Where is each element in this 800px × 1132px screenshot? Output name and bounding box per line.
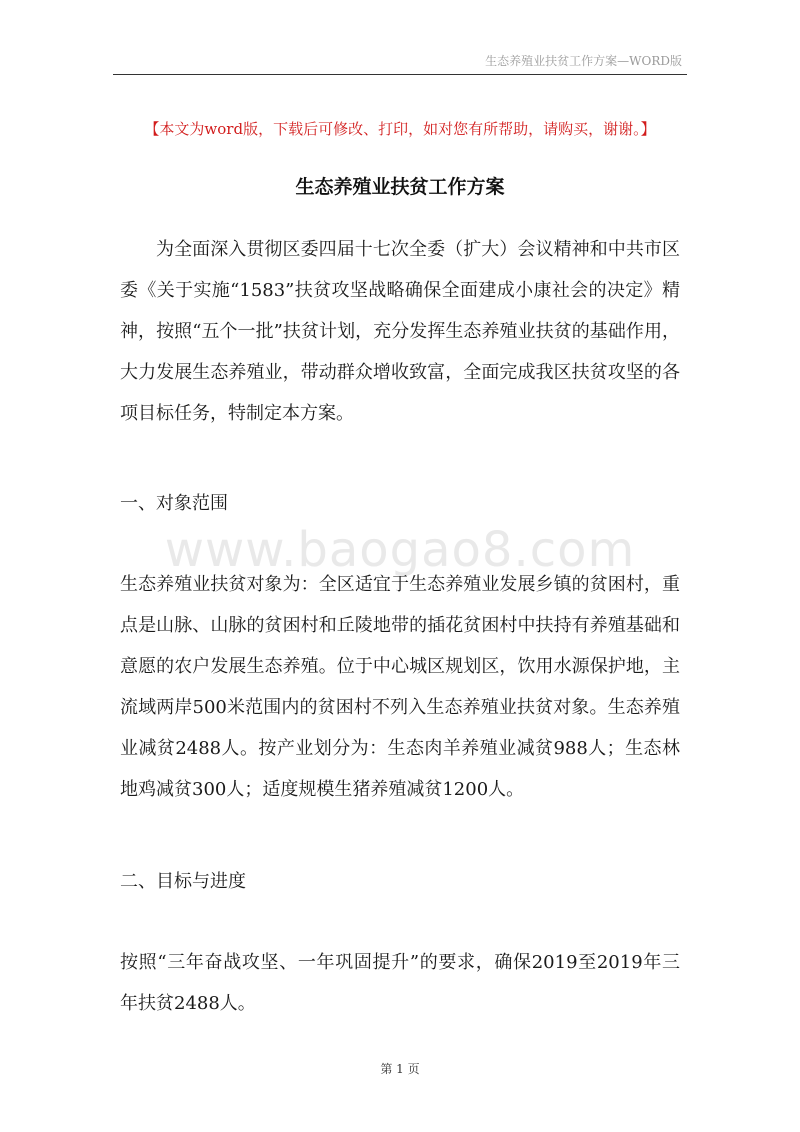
header-divider [113, 74, 687, 75]
section-heading-scope: 一、对象范围 [120, 493, 228, 514]
running-header: 生态养殖业扶贫工作方案—WORD版 [485, 54, 682, 68]
intro-paragraph: 为全面深入贯彻区委四届十七次全委（扩大）会议精神和中共市区委《关于实施“1583”扶贫攻坚战略确保全面建成小康社会的决定》精神，按照“五个一批”扶贫计划，充分发挥生态养殖业扶贫的基础作用，大力发展生态养殖业，带动群众增收致富，全面完成我区扶贫攻坚的各项目标任务，特制定本方案。 [120, 239, 680, 424]
scope-paragraph: 生态养殖业扶贫对象为：全区适宜于生态养殖业发展乡镇的贫困村，重点是山脉、山脉的贫困村和丘陵地带的插花贫困村中扶持有养殖基础和意愿的农户发展生态养殖。位于中心城区规划区，饮用水源保护地，主流域两岸500米范围内的贫困村不列入生态养殖业扶贫对象。生态养殖业减贫2488人。按产业划分为：生态肉羊养殖业减贫988人；生态林地鸡减贫300人；适度规模生猪养殖减贫1200人。 [120, 574, 680, 800]
section-heading-goals: 二、目标与进度 [120, 871, 246, 892]
watermark-text: www.baogao8.com [164, 522, 636, 578]
goals-paragraph: 按照“三年奋战攻坚、一年巩固提升”的要求，确保2019至2019年三年扶贫2488人。 [120, 952, 680, 1014]
page-number: 第 1 页 [380, 1062, 420, 1076]
document-title: 生态养殖业扶贫工作方案 [295, 176, 505, 198]
purchase-notice: 【本文为word版，下载后可修改、打印，如对您有所帮助，请购买，谢谢。】 [144, 120, 656, 138]
